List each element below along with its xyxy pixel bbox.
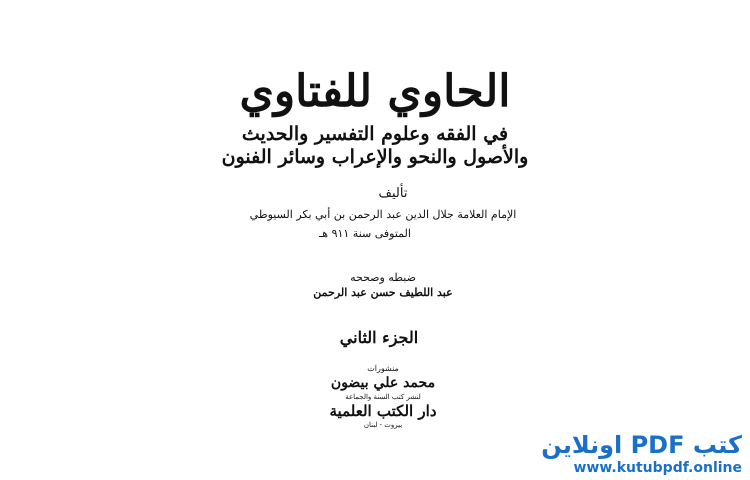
- volume-label: الجزء الثاني: [339, 328, 419, 347]
- authored-by-label: تأليف: [378, 186, 408, 201]
- publisher-label: منشورات: [367, 364, 399, 373]
- watermark-url[interactable]: www.kutubpdf.online: [573, 460, 742, 476]
- publisher-city: بيروت - لبنان: [363, 421, 403, 429]
- author-death-year: المتوفى سنة ٩١١ هـ: [319, 227, 411, 240]
- book-subtitle-line-1: في الفقه وعلوم التفسير والحديث: [241, 123, 509, 145]
- book-title: الحاوي للفتاوي: [239, 66, 511, 117]
- watermark-logo: كتب PDF اونلاين: [541, 431, 742, 459]
- edited-by-label: ضبطه وصححه: [350, 271, 416, 284]
- book-subtitle-line-2: والأصول والنحو والإعراب وسائر الفنون: [221, 146, 529, 168]
- author-name: الإمام العلامة جلال الدين عبد الرحمن بن أبي بكر السيوطي: [249, 208, 517, 221]
- publisher-name: محمد علي بيضون: [330, 375, 436, 391]
- editor-name: عبد اللطيف حسن عبد الرحمن: [313, 286, 453, 299]
- publishing-house-logo: دار الكتب العلمية: [329, 402, 437, 420]
- publisher-tagline: لنشر كتب السنة والجماعة: [345, 393, 421, 401]
